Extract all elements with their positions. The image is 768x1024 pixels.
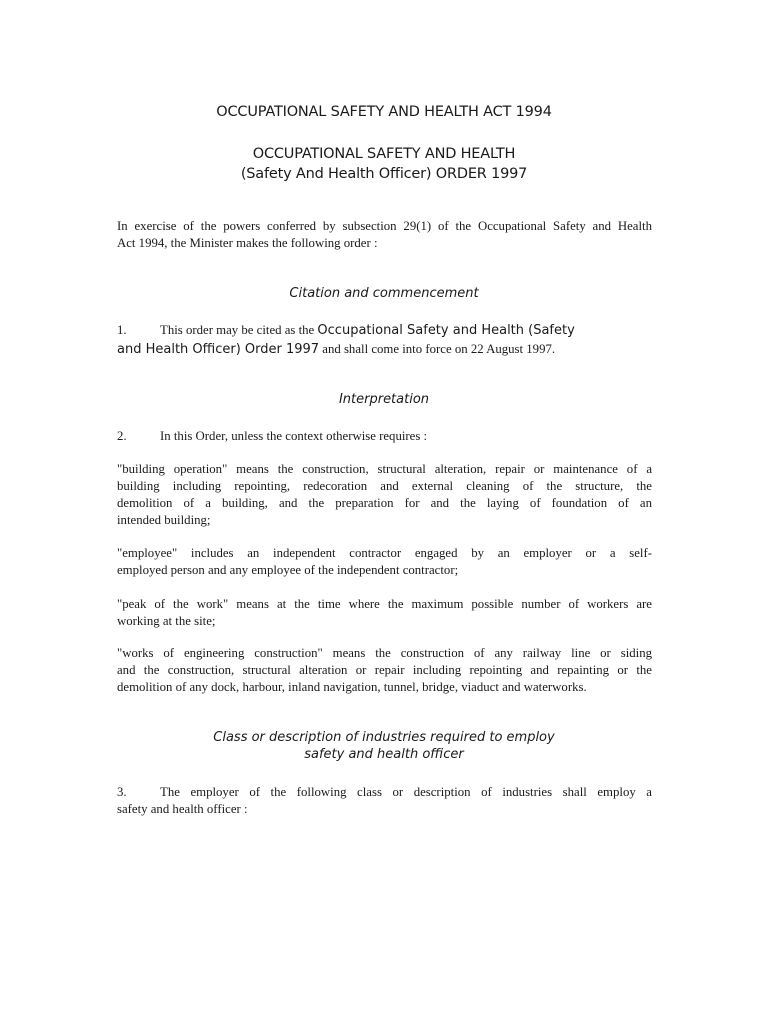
definition-peak-of-work [117,596,652,630]
definition-line: "peak of the work" means at the time where the maximum possible number of workers are [117,597,652,611]
order-name-line1: Occupational Safety and Health (Safety [317,323,575,338]
industries-paragraph [117,784,652,818]
definition-line: demolition of a building, and the preparation for and the laying of foundation of an [117,496,652,510]
interpretation-intro-text: In this Order, unless the context otherwise requires : [160,429,428,443]
preamble [117,218,652,252]
order-title-line2: (Safety And Health Officer) ORDER 1997 [240,166,528,182]
interpretation-intro [117,428,652,445]
definition-line: "works of engineering construction" means the construction of any railway line or siding [117,646,652,660]
definition-line: building including repointing, redecoration and external cleaning of the structure, the [117,479,652,493]
industries-text-line2: safety and health officer : [117,802,248,816]
act-title: OCCUPATIONAL SAFETY AND HEALTH ACT 1994 [216,104,552,120]
order-name-line2: and Health Officer) Order 1997 [117,342,320,357]
section-number: 3. [117,785,127,799]
definition-line: employed person and any employee of the independent contractor; [117,563,459,577]
definition-line: intended building; [117,513,211,527]
citation-text-before: This order may be cited as the [160,323,318,337]
definition-engineering-construction [117,645,652,696]
definition-employee [117,545,652,579]
definition-line: working at the site; [117,614,216,628]
citation-text-after: and shall come into force on 22 August 1997. [319,342,556,356]
preamble-line: In exercise of the powers conferred by subsection 29(1) of the Occupational Safety and Health [117,219,652,233]
definition-building-operation [117,461,652,529]
definition-line: and the construction, structural alteration or repair including repointing and repainting or the [117,663,652,677]
citation-paragraph [117,321,652,359]
definition-line: "building operation" means the construction, structural alteration, repair or maintenance of a [117,462,652,476]
definition-line: demolition of any dock, harbour, inland navigation, tunnel, bridge, viaduct and waterworks. [117,680,587,694]
definition-line: "employee" includes an independent contractor engaged by an employer or a self- [117,546,652,560]
citation-heading: Citation and commencement [289,286,479,301]
section-number: 2. [117,429,127,443]
interpretation-heading: Interpretation [338,392,430,407]
industries-heading-line2: safety and health officer [304,747,464,762]
section-number: 1. [117,323,127,337]
preamble-line: Act 1994, the Minister makes the following order : [117,236,378,250]
industries-heading-line1: Class or description of industries required to employ [213,730,555,745]
order-title-line1: OCCUPATIONAL SAFETY AND HEALTH [252,146,516,162]
industries-text-line1: The employer of the following class or description of industries shall employ a [160,785,652,799]
